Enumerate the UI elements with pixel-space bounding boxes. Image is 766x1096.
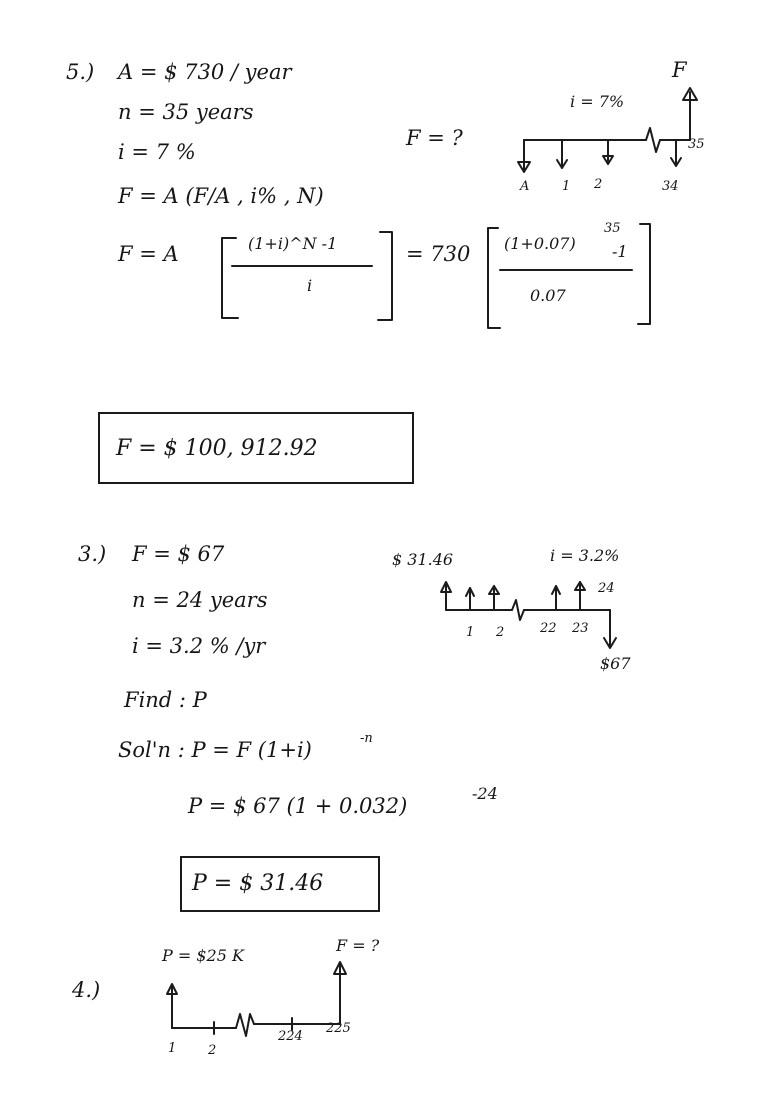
given-rate: i = 7 % xyxy=(118,140,196,164)
solution-formula: Sol'n : P = F (1+i) xyxy=(118,738,312,762)
diagram3-tick-24: 24 xyxy=(598,581,615,596)
diagram3-rate: i = 3.2% xyxy=(550,546,620,565)
formula-denominator-2: 0.07 xyxy=(530,286,566,305)
diagram4-f-label: F = ? xyxy=(336,936,380,955)
find-present-value: Find : P xyxy=(124,688,207,712)
answer-3: P = $ 31.46 xyxy=(192,871,324,896)
diagram5-cashflow xyxy=(518,88,697,172)
problem-3-number: 3.) xyxy=(78,542,107,566)
answer-5: F = $ 100, 912.92 xyxy=(116,436,318,461)
diagram5-tick-35: 35 xyxy=(688,137,705,152)
formula-value: = 730 xyxy=(406,242,471,266)
solution-calc-exponent: -24 xyxy=(472,784,498,803)
diagram4-tick-2: 2 xyxy=(208,1043,217,1058)
formula-bracket-2 xyxy=(488,221,650,328)
given-rate-3: i = 3.2 % /yr xyxy=(132,634,266,658)
diagram4-p-label: P = $25 K xyxy=(162,946,244,965)
solution-exponent: -n xyxy=(360,731,373,746)
diagram5-tick-1: 1 xyxy=(562,179,571,194)
diagram3-p-label: $ 31.46 xyxy=(392,550,454,569)
diagram3-cashflow xyxy=(441,582,616,648)
problem-4-number: 4.) xyxy=(72,978,101,1002)
diagram4-tick-225: 225 xyxy=(326,1021,351,1036)
diagram4-tick-224: 224 xyxy=(278,1029,303,1044)
problem-5-number: 5.) xyxy=(66,60,95,84)
formula-bracket-1 xyxy=(222,232,392,320)
diagram5-a-label: A xyxy=(520,179,530,194)
formula-denominator: i xyxy=(307,276,313,295)
given-periods-3: n = 24 years xyxy=(132,588,268,612)
formula-lhs: F = A xyxy=(118,242,179,266)
find-future-value: F = ? xyxy=(406,126,463,150)
solution-calc: P = $ 67 (1 + 0.032) xyxy=(188,794,408,818)
diagram5-f-label: F xyxy=(672,58,687,82)
diagram5-tick-2: 2 xyxy=(594,177,603,192)
formula-numerator: (1+i)^N -1 xyxy=(248,234,338,253)
formula-minus-one: -1 xyxy=(612,242,628,261)
given-annuity: A = $ 730 / year xyxy=(118,60,292,84)
diagram4-cashflow xyxy=(167,962,346,1036)
diagram3-f-label: $67 xyxy=(600,654,631,673)
given-periods: n = 35 years xyxy=(118,100,254,124)
diagram3-tick-23: 23 xyxy=(572,621,589,636)
formula-numerator-2: (1+0.07) xyxy=(504,234,576,253)
diagram4-tick-1: 1 xyxy=(168,1041,177,1056)
diagram5-rate: i = 7% xyxy=(570,92,625,111)
formula-factor: F = A (F/A , i% , N) xyxy=(118,184,324,208)
diagram5-tick-34: 34 xyxy=(662,179,679,194)
diagram3-tick-2: 2 xyxy=(496,625,505,640)
diagram3-tick-22: 22 xyxy=(540,621,557,636)
given-future: F = $ 67 xyxy=(132,542,225,566)
diagram3-tick-1: 1 xyxy=(466,625,475,640)
formula-exponent-2: 35 xyxy=(604,221,621,236)
